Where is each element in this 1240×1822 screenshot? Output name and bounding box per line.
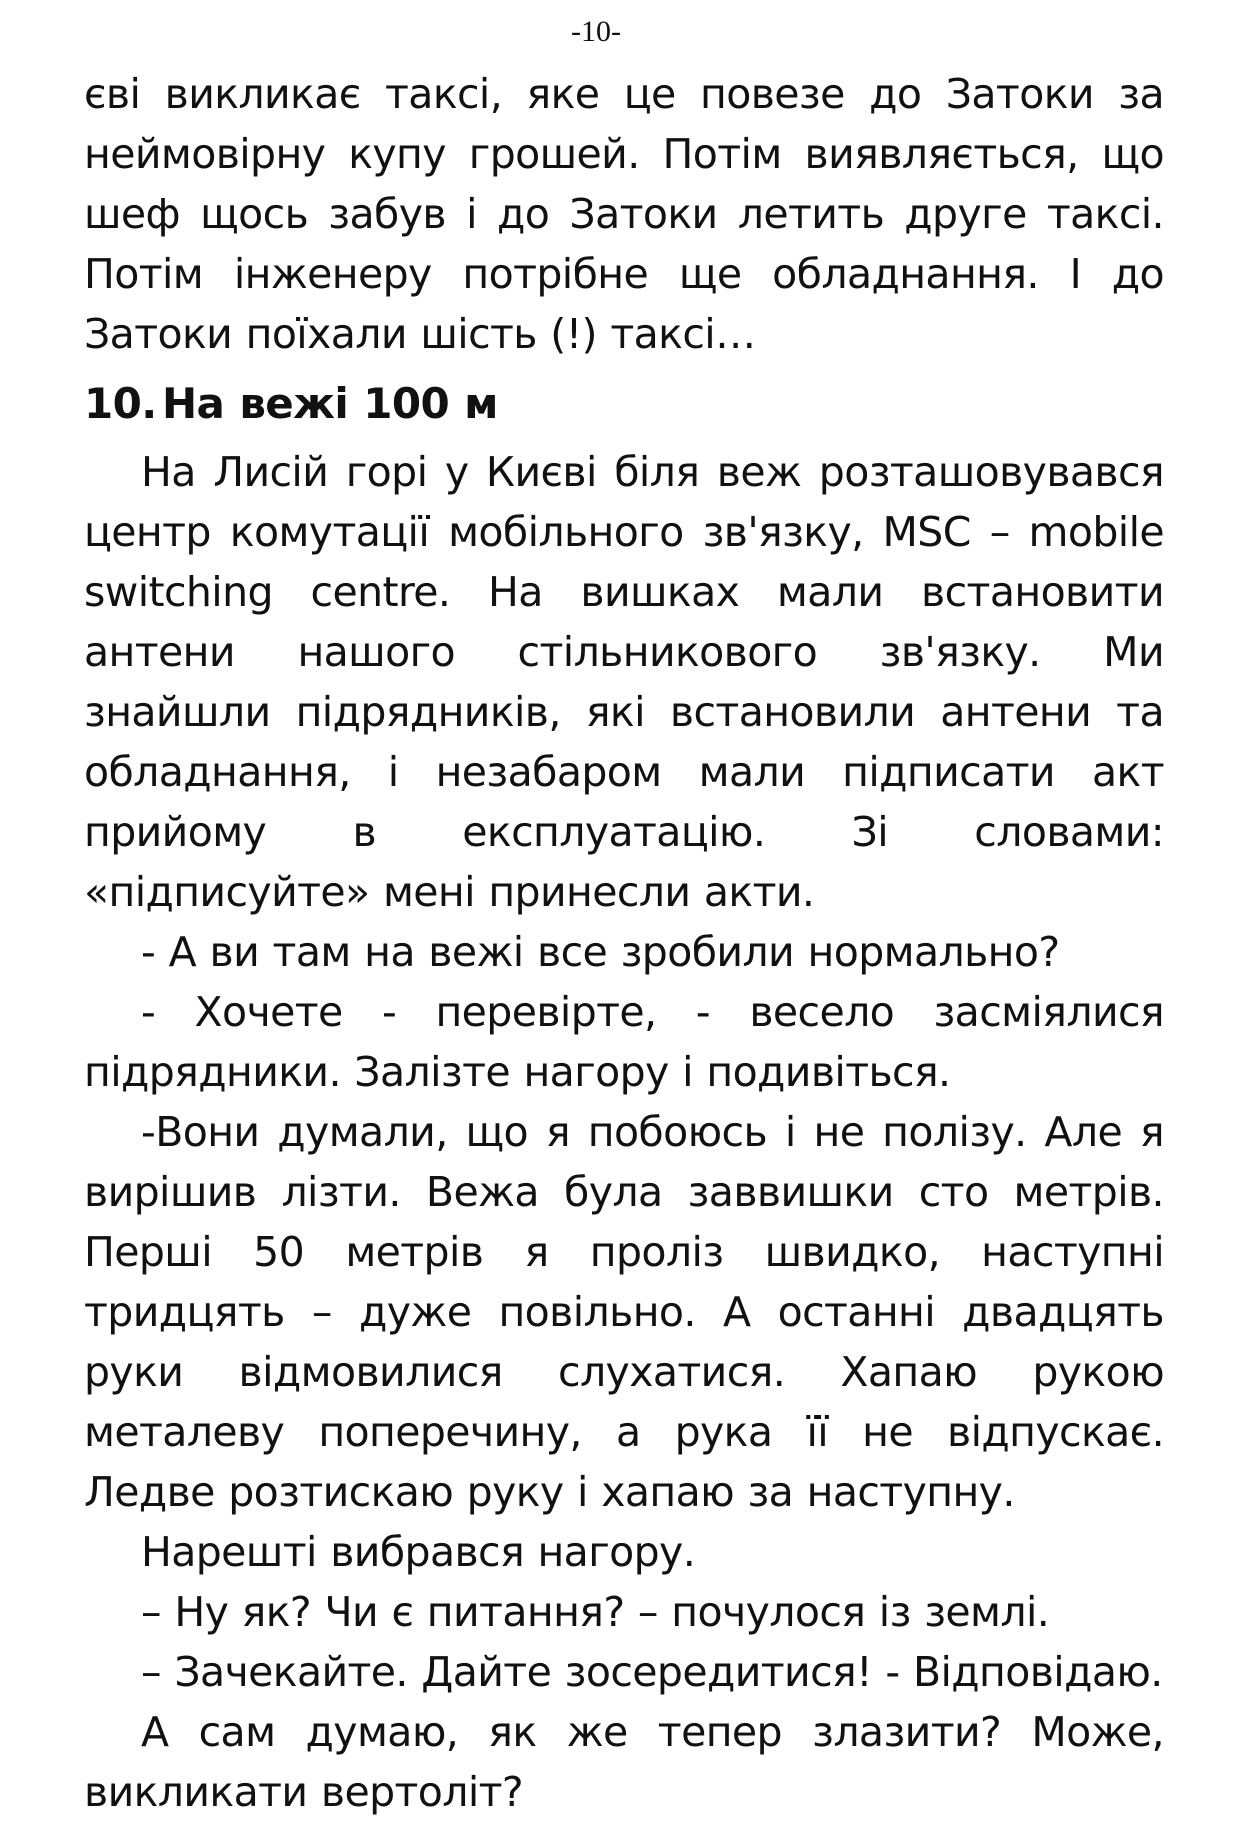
paragraph: Нарешті вибрався нагору. [141, 1528, 696, 1576]
paragraph: На Лисій горі у Києві біля веж розташовувався центр комутації мобільного зв'язку, MSC – mobile switching centre. На вишках мали встановити антени нашого стільникового зв'язку. Ми знайшли підрядників, які встановили антени та обладнання, і незабаром мали підписати акт прийому в експлуатацію. Зі словами: «підписуйте» мені принесли акти. [84, 448, 1164, 916]
section-heading [84, 372, 1164, 436]
paragraph: А сам думаю, як же тепер злазити? Може, викликати вертоліт? [84, 1708, 1164, 1816]
page-number: -10- [571, 15, 621, 48]
body-text [84, 64, 1164, 1822]
section-title: На вежі 100 м [162, 379, 498, 428]
dialogue-line: – Ну як? Чи є питання? – почулося із землі. [141, 1588, 1050, 1636]
dialogue-line: - А ви там на вежі все зробили нормально? [141, 928, 1060, 976]
paragraph: -Вони думали, що я побоюсь і не полізу. Але я вирішив лізти. Вежа була заввишки сто метрів. Перші 50 метрів я проліз швидко, наступні тридцять – дуже повільно. А останні двадцять руки відмовилися слухатися. Хапаю рукою металеву поперечину, а рука її не відпускає. Ледве розтискаю руку і хапаю за наступну. [84, 1108, 1164, 1516]
section-number: 10. [84, 379, 157, 428]
dialogue-line: – Зачекайте. Дайте зосередитися! - Відповідаю. [141, 1648, 1163, 1696]
dialogue-line: - Хочете - перевірте, - весело засміялися підрядники. Залізте нагору і подивіться. [84, 988, 1164, 1096]
paragraph-continued: єві викликає таксі, яке це повезе до Затоки за неймовірну купу грошей. Потім виявляється, що шеф щось забув і до Затоки летить друге таксі. Потім інженеру потрібне ще обладнання. І до Затоки поїхали шість (!) таксі… [84, 70, 1164, 358]
book-page [84, 12, 1164, 1822]
